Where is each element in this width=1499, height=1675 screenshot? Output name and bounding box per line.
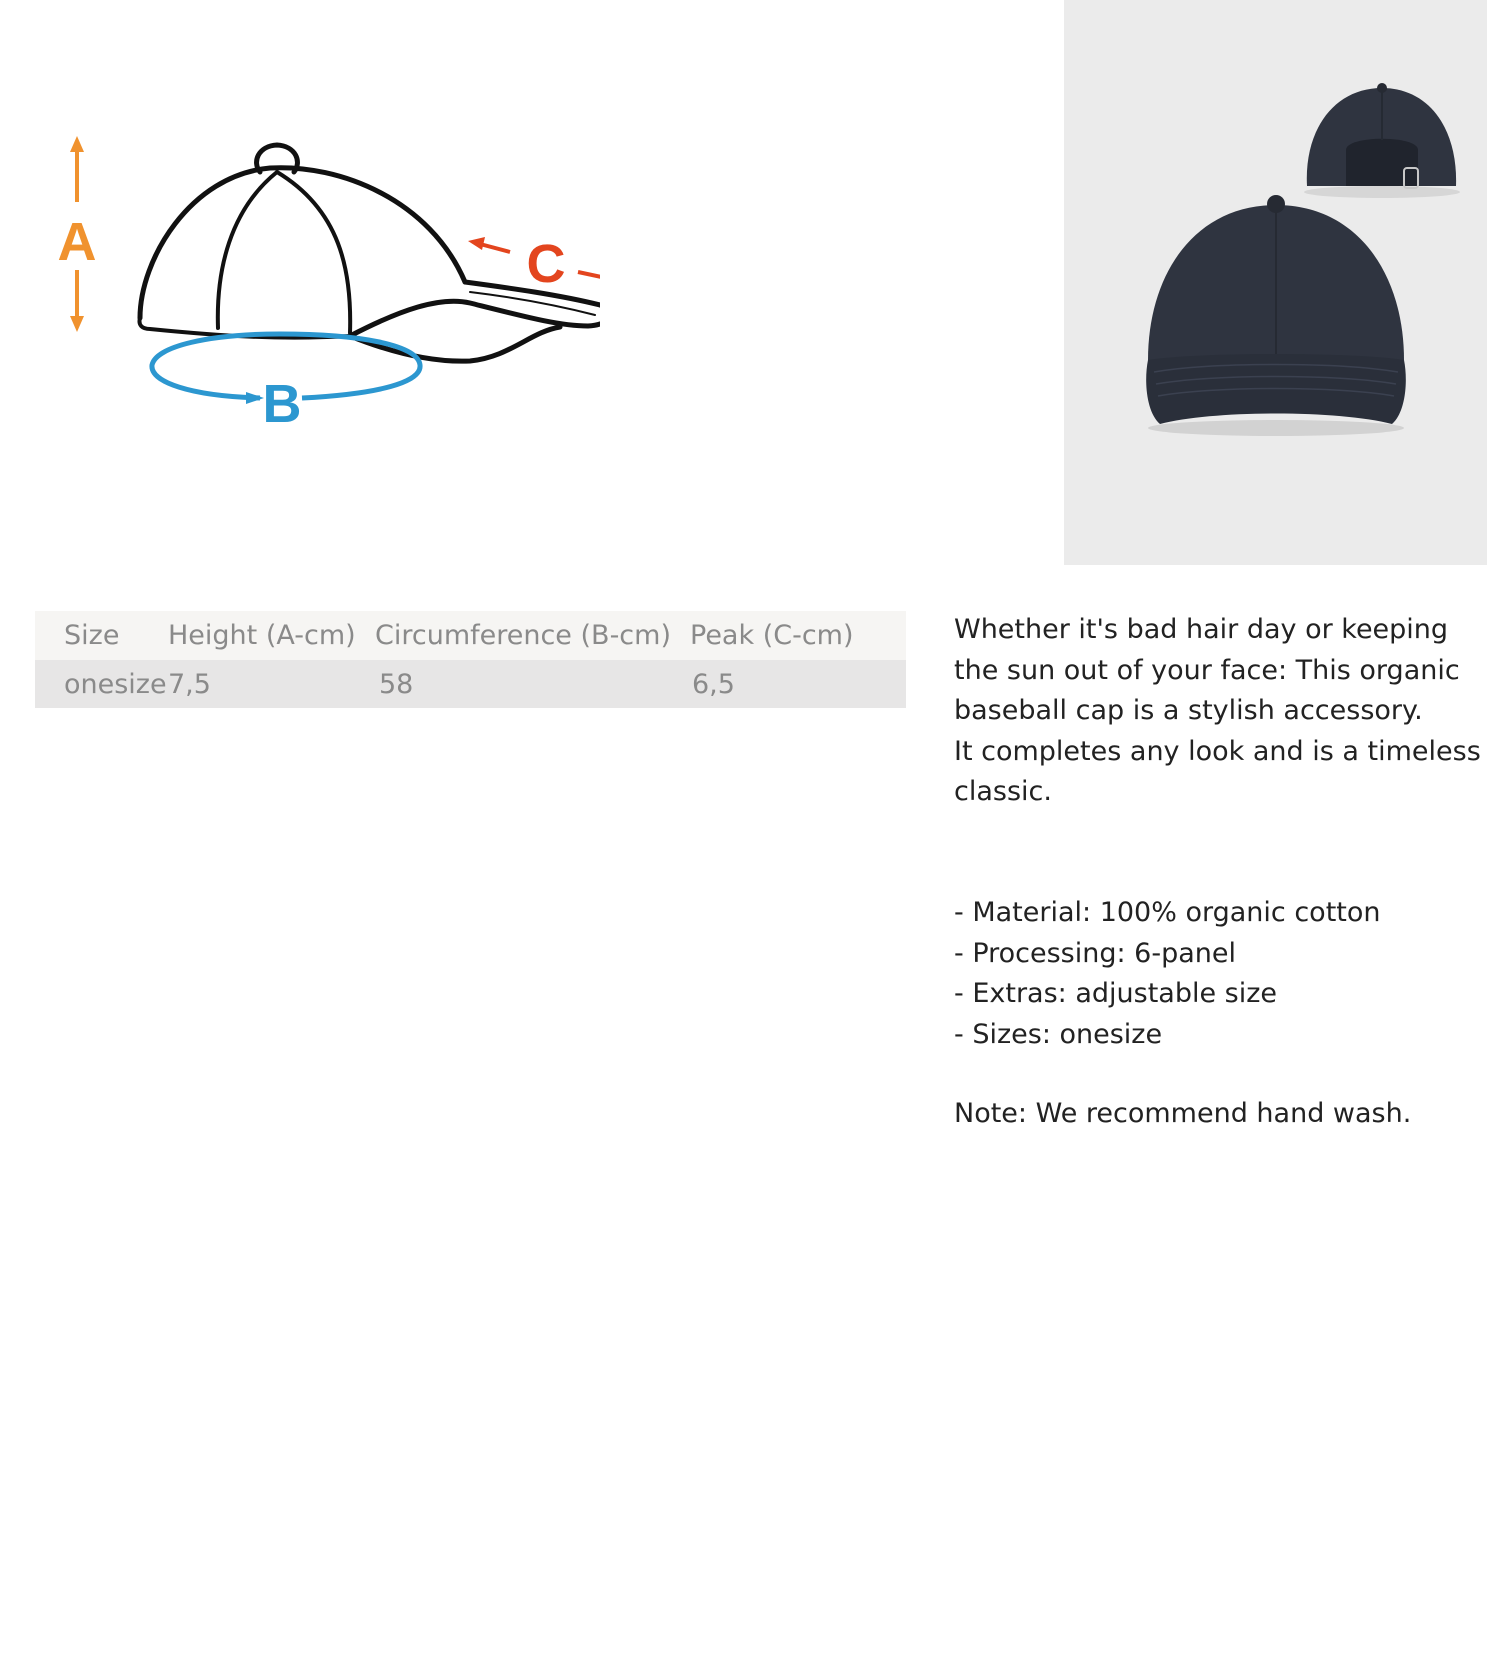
description-paragraph-2: It completes any look and is a timeless classic. [954, 735, 1481, 807]
cell-peak: 6,5 [692, 668, 735, 700]
size-table [35, 611, 906, 708]
feature-list [954, 893, 1484, 1055]
header-height: Height (A-cm) [168, 620, 356, 651]
header-circumference: Circumference (B-cm) [375, 620, 671, 651]
header-size: Size [64, 620, 120, 651]
list-item: - Extras: adjustable size [954, 978, 1278, 1009]
list-item: - Sizes: onesize [954, 1018, 1163, 1050]
product-description [954, 610, 1484, 813]
cell-height: 7,5 [168, 668, 211, 700]
cap-front-view [1146, 195, 1406, 436]
care-note: Note: We recommend hand wash. [954, 1098, 1412, 1129]
cap-back-view [1304, 83, 1460, 198]
label-b: B [262, 374, 302, 434]
cell-size: onesize [64, 668, 167, 700]
cap-measurement-diagram [40, 120, 600, 460]
product-photo [1064, 0, 1487, 565]
list-item: - Material: 100% organic cotton [954, 897, 1381, 928]
label-c: C [526, 234, 566, 294]
description-paragraph-1: Whether it's bad hair day or keeping the sun out of your face: This organic baseball cap is a stylish accessory. [954, 614, 1460, 726]
size-table-header-row [35, 611, 906, 660]
cap-photo-illustration [1064, 0, 1487, 565]
table-row [35, 660, 906, 708]
label-a: A [57, 212, 97, 272]
header-peak: Peak (C-cm) [690, 620, 854, 651]
list-item: - Processing: 6-panel [954, 937, 1237, 969]
cell-circumference: 58 [379, 668, 414, 700]
cap-outline-illustration [40, 120, 600, 460]
